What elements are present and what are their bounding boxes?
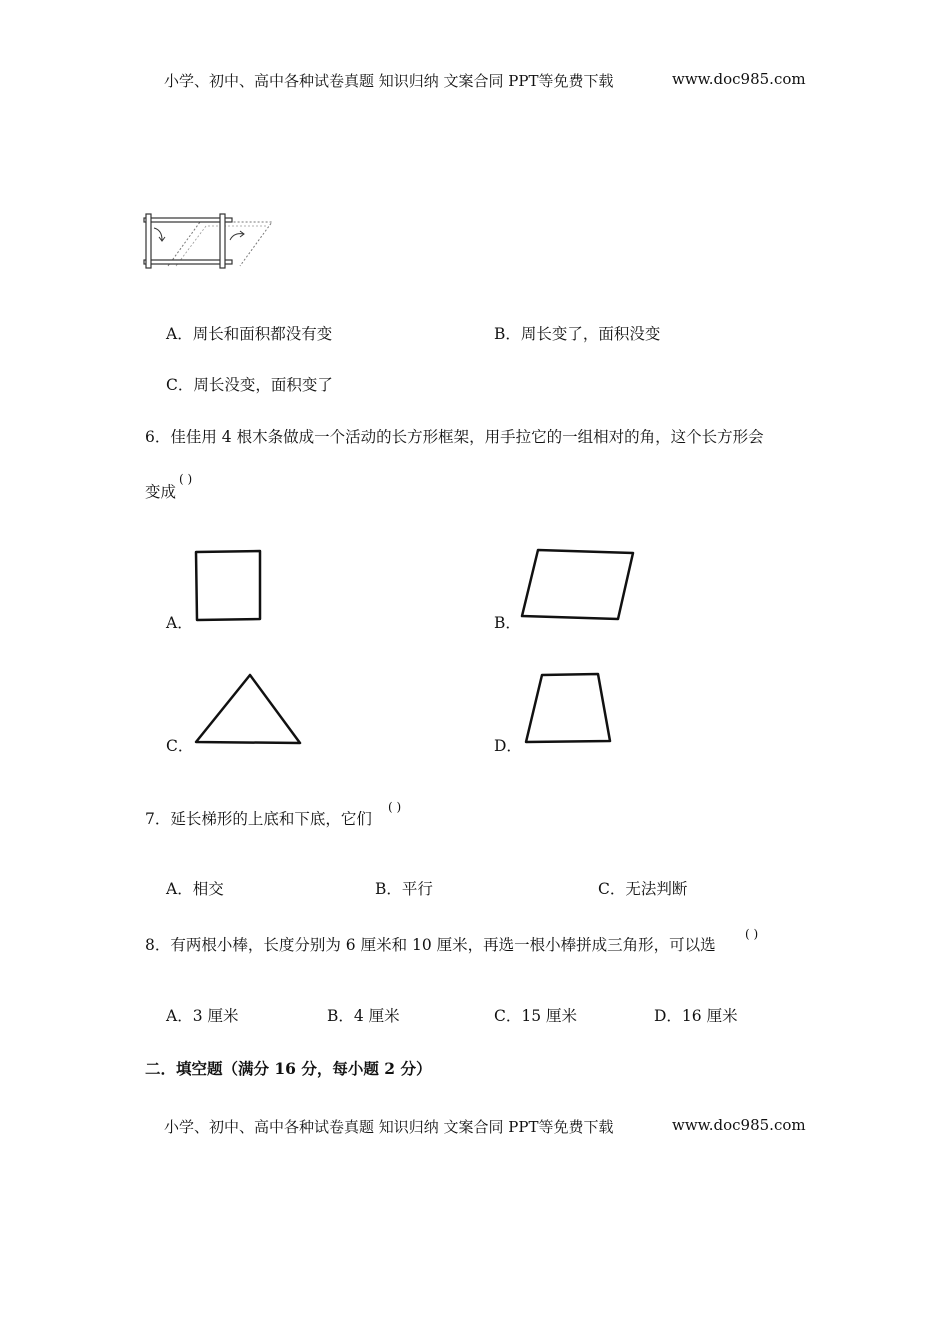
page-header-url: www.doc985.com — [672, 70, 806, 88]
q8-option-b: B．4 厘米 — [327, 1007, 400, 1025]
q7-answer-paren: ( ) — [388, 800, 402, 814]
q6-answer-paren: ( ) — [179, 472, 193, 486]
q6-question-line1: 6．佳佳用 4 根木条做成一个活动的长方形框架，用手拉它的一组相对的角，这个长方形会 — [145, 428, 764, 446]
q6-question-line2: 变成 — [145, 483, 177, 501]
section2-title: 二．填空题（满分 16 分，每小题 2 分） — [145, 1059, 432, 1078]
q8-option-d: D．16 厘米 — [654, 1007, 738, 1025]
q7-question: 7．延长梯形的上底和下底，它们 — [145, 810, 372, 828]
q5-option-a: A．周长和面积都没有变 — [166, 325, 333, 343]
q7-option-c: C．无法判断 — [598, 880, 688, 898]
q6-option-d-label: D． — [494, 737, 522, 755]
page-footer-text: 小学、初中、高中各种试卷真题 知识归纳 文案合同 PPT等免费下载 — [164, 1118, 614, 1136]
q6-option-a-label: A． — [166, 614, 193, 632]
triangle-shape — [190, 670, 306, 750]
frame-figure — [140, 212, 280, 272]
q8-question: 8．有两根小棒，长度分别为 6 厘米和 10 厘米，再选一根小棒拼成三角形，可以选 — [145, 936, 716, 954]
q7-option-b: B．平行 — [375, 880, 433, 898]
q7-option-a: A．相交 — [166, 880, 224, 898]
parallelogram-shape — [516, 544, 640, 624]
q8-answer-paren: ( ) — [745, 927, 759, 941]
trapezoid-shape — [520, 668, 616, 748]
q8-option-a: A．3 厘米 — [166, 1007, 239, 1025]
q5-option-b: B．周长变了，面积没变 — [494, 325, 661, 343]
square-shape — [190, 546, 266, 626]
page-header-text: 小学、初中、高中各种试卷真题 知识归纳 文案合同 PPT等免费下载 — [164, 72, 614, 90]
q8-option-c: C．15 厘米 — [494, 1007, 578, 1025]
page-footer-url: www.doc985.com — [672, 1116, 806, 1134]
q6-option-c-label: C． — [166, 737, 194, 755]
q6-option-b-label: B． — [494, 614, 521, 632]
q5-option-c: C．周长没变，面积变了 — [166, 376, 333, 394]
